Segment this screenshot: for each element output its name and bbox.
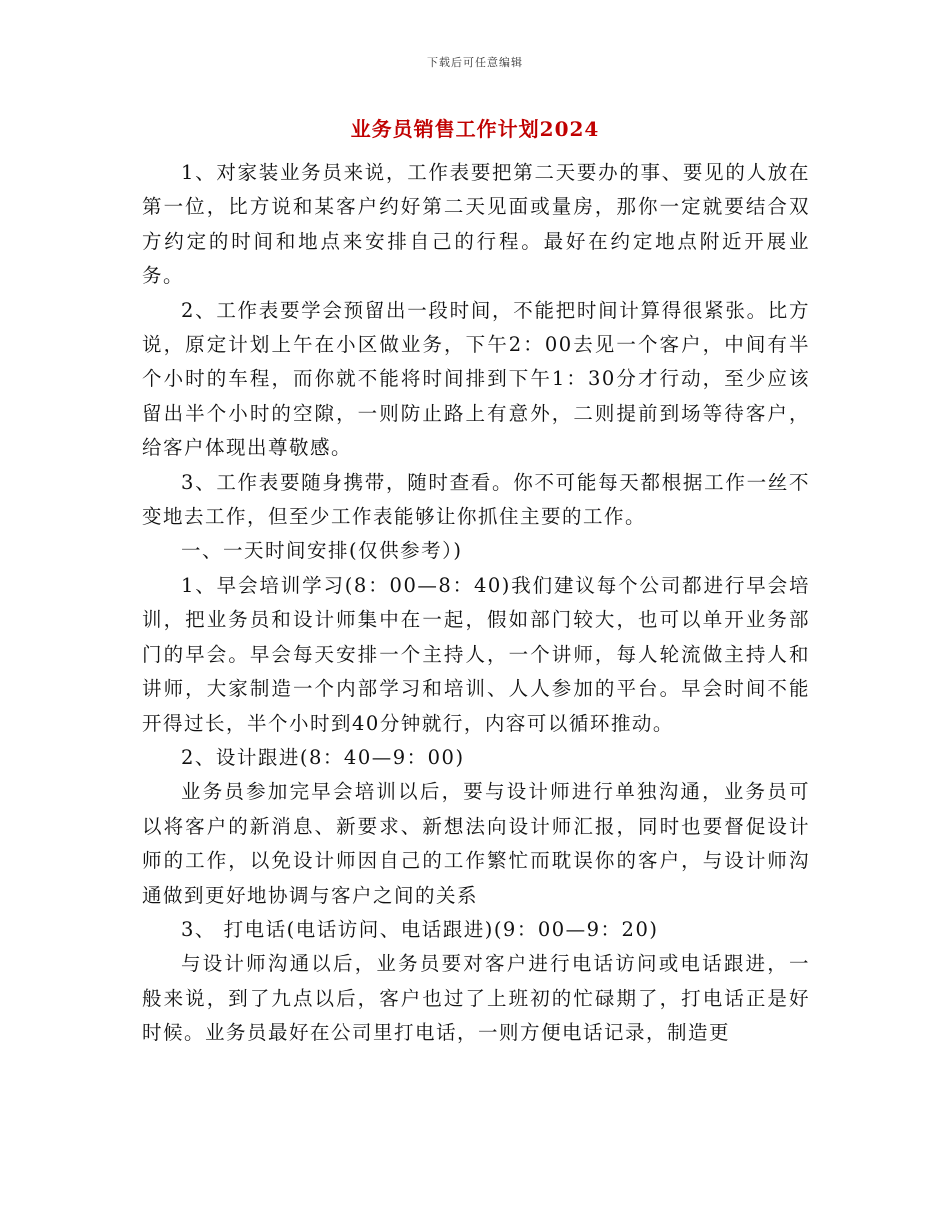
subheading-2: 2、设计跟进(8：40—9：00) [181,745,465,769]
paragraph-5: 业务员参加完早会培训以后，要与设计师进行单独沟通，业务员可以将客户的新消息、新要求、新想法向设计师汇报，同时也要督促设计师的工作，以免设计师因自己的工作繁忙而耽误你的客户，与设计师沟通做到更好地协调与客户之间的关系 [142,780,810,907]
subheading-3: 3、 打电话(电话访问、电话跟进)(9：00—9：20) [181,917,659,941]
document-body [142,156,810,1051]
paragraph-1: 1、对家装业务员来说，工作表要把第二天要办的事、要见的人放在第一位，比方说和某客户约好第二天见面或量房，那你一定就要结合双方约定的时间和地点来安排自己的行程。最好在约定地点附近开展业务。 [142,161,810,288]
header-note: 下载后可任意编辑 [427,56,523,69]
section-heading-1: 一、一天时间安排(仅供参考）) [181,539,463,563]
paragraph-3: 3、工作表要随身携带，随时查看。你不可能每天都根据工作一丝不变地去工作，但至少工作表能够让你抓住主要的工作。 [142,470,810,529]
paragraph-4: 1、早会培训学习(8：00—8：40)我们建议每个公司都进行早会培训，把业务员和设计师集中在一起，假如部门较大，也可以单开业务部门的早会。早会每天安排一个主持人，一个讲师，每人轮流做主持人和讲师，大家制造一个内部学习和培训、人人参加的平台。早会时间不能开得过长，半个小时到40分钟就行，内容可以循环推动。 [142,573,810,735]
paragraph-6: 与设计师沟通以后，业务员要对客户进行电话访问或电话跟进，一般来说，到了九点以后，客户也过了上班初的忙碌期了，打电话正是好时候。业务员最好在公司里打电话，一则方便电话记录，制造更 [142,952,810,1045]
document-title: 业务员销售工作计划2024 [350,117,600,141]
paragraph-2: 2、工作表要学会预留出一段时间，不能把时间计算得很紧张。比方说，原定计划上午在小区做业务，下午2：00去见一个客户，中间有半个小时的车程，而你就不能将时间排到下午1：30分才行动，至少应该留出半个小时的空隙，一则防止路上有意外，二则提前到场等待客户，给客户体现出尊敬感。 [142,298,810,460]
